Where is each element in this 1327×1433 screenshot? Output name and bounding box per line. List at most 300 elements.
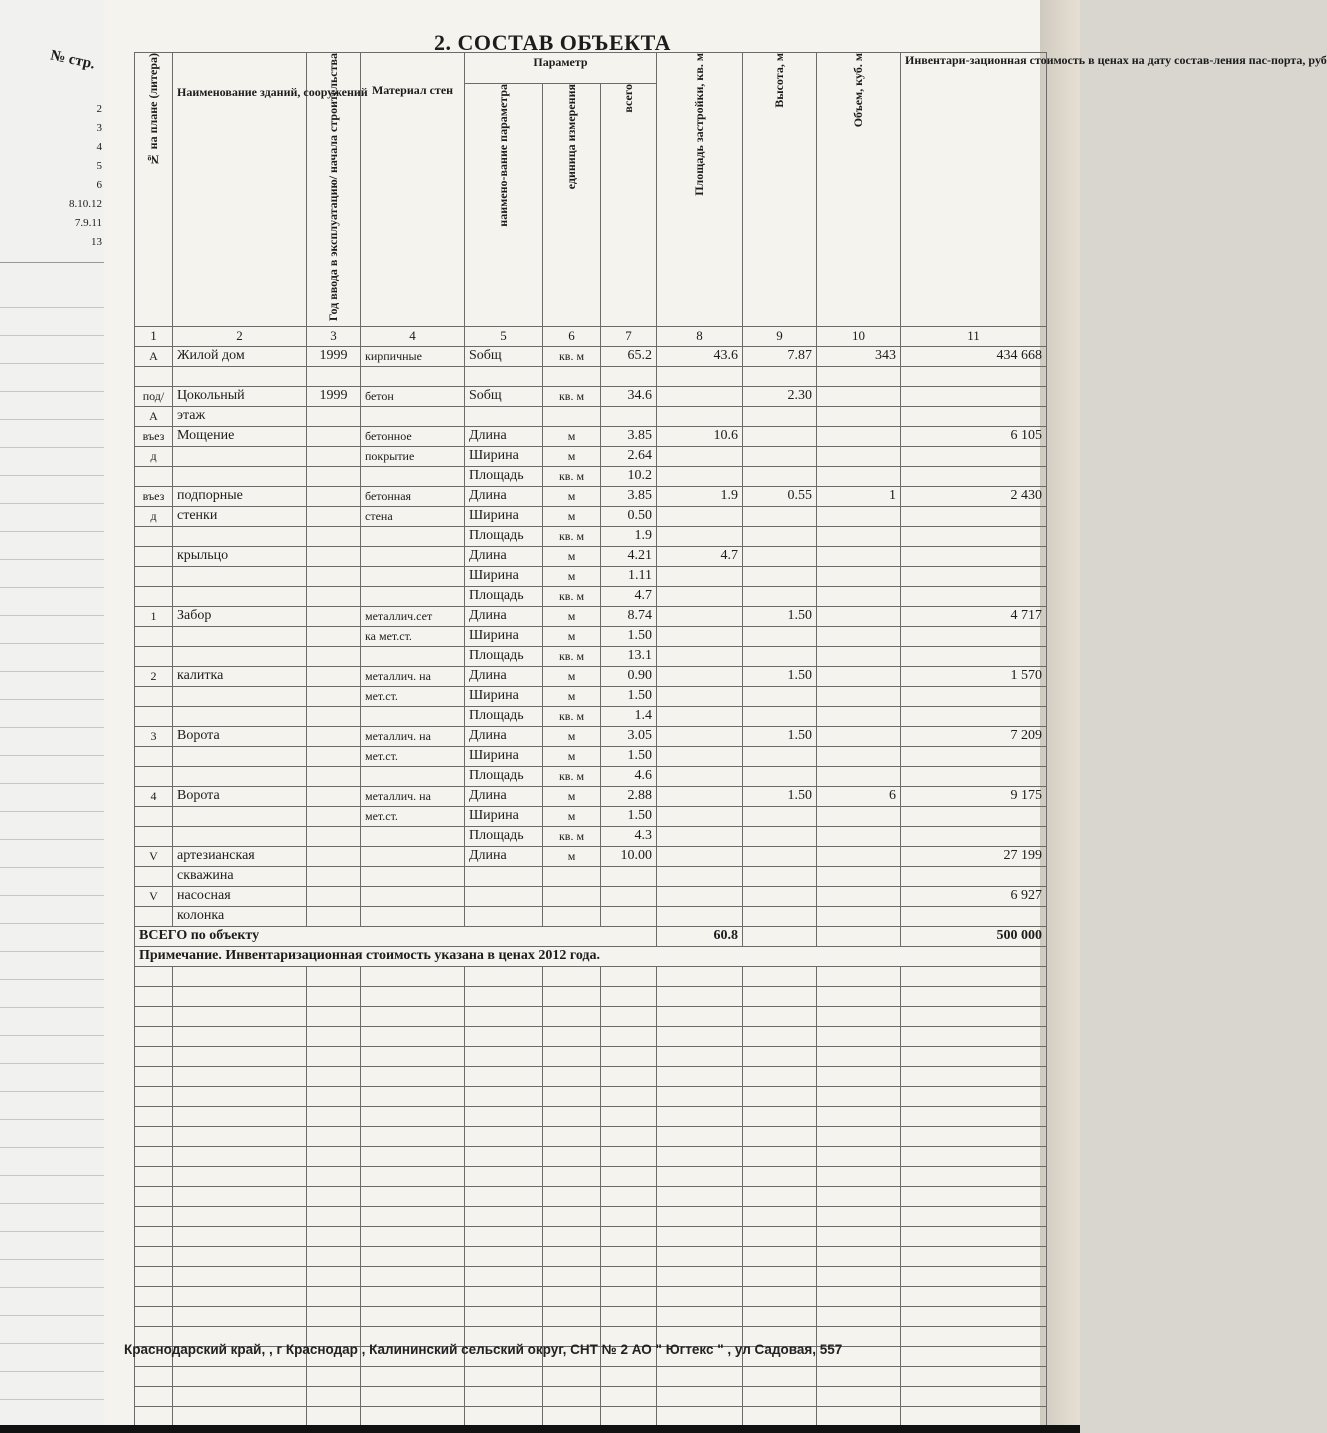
row-material: металлич. на [361,667,465,687]
empty-cell [543,1287,601,1307]
row-cost: 2 430 [901,487,1047,507]
row-volume [817,747,901,767]
empty-cell [901,1027,1047,1047]
empty-row [135,1027,1047,1047]
row-litera: V [135,847,173,867]
row-cost: 9 175 [901,787,1047,807]
row-name: Жилой дом [173,347,307,367]
row-param-name: Ширина [465,807,543,827]
empty-cell [601,1027,657,1047]
column-number: 9 [743,327,817,347]
empty-cell [135,1047,173,1067]
row-param-name: Длина [465,667,543,687]
empty-cell [601,1127,657,1147]
empty-cell [901,1007,1047,1027]
row-height [743,827,817,847]
row-area [657,707,743,727]
empty-cell [543,1067,601,1087]
row-param-name: Длина [465,607,543,627]
empty-cell [901,1367,1047,1387]
row-param-unit: кв. м [543,467,601,487]
empty-cell [135,1027,173,1047]
empty-cell [657,1007,743,1027]
left-page-numbers [50,100,102,252]
row-cost [901,627,1047,647]
row-param-total: 3.05 [601,727,657,747]
row-year [307,827,361,847]
table-row [135,507,1047,527]
row-area [657,527,743,547]
row-param-unit: м [543,667,601,687]
empty-cell [743,1167,817,1187]
row-param-total [601,407,657,427]
row-litera [135,827,173,847]
row-material: мет.ст. [361,807,465,827]
empty-cell [361,1007,465,1027]
empty-cell [361,1207,465,1227]
left-page-number: 13 [91,236,102,248]
empty-cell [657,1387,743,1407]
header-litera: № на плане (литера) [146,53,160,167]
empty-cell [135,967,173,987]
empty-cell [361,1087,465,1107]
row-year [307,607,361,627]
row-param-total: 1.4 [601,707,657,727]
row-param-name: Ширина [465,507,543,527]
empty-cell [817,1007,901,1027]
table-row [135,547,1047,567]
left-page-number: 2 [96,103,102,115]
row-material: металлич. на [361,787,465,807]
row-height: 1.50 [743,607,817,627]
row-volume [817,467,901,487]
left-page-number: 7.9.11 [74,217,102,229]
row-year [307,807,361,827]
table-row [135,567,1047,587]
row-area [657,607,743,627]
left-page-number: 6 [96,179,102,191]
row-area [657,467,743,487]
row-param-name: Ширина [465,447,543,467]
row-cost: 4 717 [901,607,1047,627]
empty-cell [173,1267,307,1287]
row-height [743,707,817,727]
row-height [743,767,817,787]
row-volume [817,627,901,647]
empty-cell [901,1347,1047,1367]
row-param-unit: кв. м [543,647,601,667]
empty-cell [901,1187,1047,1207]
row-param-name: Ширина [465,627,543,647]
table-row [135,867,1047,887]
row-volume [817,867,901,887]
row-name: подпорные [173,487,307,507]
header-param-total: всего [621,84,635,113]
row-param-name [465,887,543,907]
row-litera: V [135,887,173,907]
row-param-total: 1.50 [601,747,657,767]
row-height [743,867,817,887]
empty-cell [543,1107,601,1127]
document-page [104,0,1327,1433]
row-volume [817,827,901,847]
row-param-unit: м [543,847,601,867]
empty-cell [601,1147,657,1167]
empty-cell [135,1307,173,1327]
row-height [743,587,817,607]
empty-cell [657,1247,743,1267]
row-param-total [601,367,657,387]
empty-cell [173,1047,307,1067]
row-param-total: 10.00 [601,847,657,867]
row-litera: А [135,407,173,427]
empty-cell [361,1187,465,1207]
row-volume [817,887,901,907]
row-param-name: Ширина [465,567,543,587]
row-name: Забор [173,607,307,627]
empty-cell [817,1287,901,1307]
empty-cell [361,1307,465,1327]
row-year [307,747,361,767]
empty-cell [135,1187,173,1207]
column-number: 3 [307,327,361,347]
empty-cell [543,967,601,987]
empty-cell [135,1247,173,1267]
row-volume [817,647,901,667]
row-param-unit: м [543,507,601,527]
row-material [361,887,465,907]
row-volume [817,687,901,707]
row-volume [817,547,901,567]
row-year [307,767,361,787]
row-param-name: Длина [465,787,543,807]
empty-cell [657,1407,743,1427]
empty-cell [743,1007,817,1027]
empty-cell [307,1207,361,1227]
empty-cell [135,1007,173,1027]
empty-cell [601,1267,657,1287]
empty-row [135,1107,1047,1127]
empty-cell [817,967,901,987]
row-height [743,647,817,667]
empty-cell [465,987,543,1007]
row-area [657,567,743,587]
empty-cell [135,1287,173,1307]
row-volume [817,727,901,747]
table-row [135,727,1047,747]
row-name: артезианская [173,847,307,867]
row-volume [817,587,901,607]
empty-cell [743,987,817,1007]
table-row [135,787,1047,807]
empty-cell [743,1267,817,1287]
row-param-total: 13.1 [601,647,657,667]
row-height [743,847,817,867]
column-number: 10 [817,327,901,347]
row-param-name: Sобщ [465,347,543,367]
row-year: 1999 [307,387,361,407]
row-volume [817,427,901,447]
row-cost [901,767,1047,787]
empty-cell [173,1227,307,1247]
table-row [135,607,1047,627]
empty-cell [657,987,743,1007]
empty-cell [543,1227,601,1247]
row-param-unit: кв. м [543,587,601,607]
empty-cell [601,1167,657,1187]
row-name [173,767,307,787]
row-param-total: 1.50 [601,627,657,647]
column-number: 2 [173,327,307,347]
total-row [135,927,1047,947]
row-param-name: Длина [465,487,543,507]
row-param-unit: м [543,747,601,767]
empty-cell [543,1207,601,1227]
empty-cell [817,1367,901,1387]
row-material: бетонное [361,427,465,447]
row-param-name [465,407,543,427]
header-row [135,53,1047,84]
row-material [361,767,465,787]
row-height [743,567,817,587]
empty-row [135,1247,1047,1267]
row-param-unit [543,907,601,927]
header-volume: Объем, куб. м [851,53,865,128]
empty-cell [657,1027,743,1047]
empty-cell [817,1087,901,1107]
empty-cell [817,1167,901,1187]
row-area [657,507,743,527]
row-area [657,387,743,407]
empty-cell [361,1167,465,1187]
row-year [307,787,361,807]
row-param-unit: м [543,627,601,647]
empty-cell [657,1207,743,1227]
row-material: покрытие [361,447,465,467]
header-param-name: наимено-вание параметра [496,84,510,227]
empty-cell [901,1207,1047,1227]
row-material [361,527,465,547]
empty-cell [901,1167,1047,1187]
row-material: металлич. на [361,727,465,747]
table-row [135,367,1047,387]
row-cost [901,747,1047,767]
empty-cell [465,1167,543,1187]
row-param-total: 1.11 [601,567,657,587]
left-page [0,0,106,1433]
table-row [135,407,1047,427]
empty-cell [901,1127,1047,1147]
column-number: 8 [657,327,743,347]
empty-cell [135,1087,173,1107]
empty-cell [465,1127,543,1147]
row-volume: 1 [817,487,901,507]
row-litera [135,467,173,487]
row-year [307,587,361,607]
note: Примечание. Инвентаризационная стоимость указана в ценах 2012 года. [135,947,1047,967]
row-cost [901,827,1047,847]
row-height: 1.50 [743,667,817,687]
table-row [135,807,1047,827]
empty-cell [817,1067,901,1087]
row-litera [135,747,173,767]
column-number: 1 [135,327,173,347]
row-material [361,907,465,927]
row-name [173,707,307,727]
empty-row [135,1207,1047,1227]
empty-row [135,967,1047,987]
row-volume [817,907,901,927]
row-year [307,907,361,927]
empty-cell [817,1307,901,1327]
empty-cell [743,1287,817,1307]
row-param-total: 10.2 [601,467,657,487]
empty-cell [901,1227,1047,1247]
empty-cell [465,1307,543,1327]
row-height [743,507,817,527]
row-param-unit: м [543,427,601,447]
header-year: Год ввода в эксплуатацию/ начала строительства [326,53,340,322]
row-param-unit: м [543,727,601,747]
row-year [307,687,361,707]
row-cost [901,707,1047,727]
empty-cell [601,967,657,987]
empty-cell [361,1127,465,1147]
empty-cell [465,967,543,987]
total-height [743,927,817,947]
table-row [135,847,1047,867]
empty-cell [543,1187,601,1207]
left-page-number: 4 [96,141,102,153]
empty-cell [743,1187,817,1207]
row-name [173,627,307,647]
empty-cell [465,1267,543,1287]
empty-cell [657,1087,743,1107]
row-area [657,887,743,907]
row-litera [135,547,173,567]
column-number-row [135,327,1047,347]
header-parameter: Параметр [533,55,588,69]
row-param-unit: м [543,687,601,707]
left-page-number: 3 [96,122,102,134]
row-cost [901,907,1047,927]
row-param-name: Площадь [465,767,543,787]
row-litera: д [135,507,173,527]
table-row [135,467,1047,487]
row-litera: под/ [135,387,173,407]
row-param-total: 0.50 [601,507,657,527]
row-litera [135,567,173,587]
column-number: 5 [465,327,543,347]
empty-cell [361,1067,465,1087]
row-year [307,467,361,487]
empty-cell [743,967,817,987]
empty-cell [743,1247,817,1267]
row-param-unit: кв. м [543,387,601,407]
row-year [307,427,361,447]
empty-cell [817,1047,901,1067]
row-param-total: 3.85 [601,487,657,507]
empty-cell [135,1267,173,1287]
empty-cell [901,1047,1047,1067]
row-cost [901,507,1047,527]
left-page-number: 5 [96,160,102,172]
table-row [135,827,1047,847]
table-row [135,427,1047,447]
empty-cell [307,1187,361,1207]
empty-cell [901,1247,1047,1267]
row-param-total: 1.9 [601,527,657,547]
empty-cell [817,1127,901,1147]
empty-cell [135,1207,173,1227]
empty-cell [601,1247,657,1267]
empty-cell [307,1127,361,1147]
empty-cell [601,1007,657,1027]
empty-cell [307,1107,361,1127]
table-row [135,527,1047,547]
row-name [173,807,307,827]
row-height: 2.30 [743,387,817,407]
row-volume [817,607,901,627]
data-rows [135,347,1047,927]
empty-cell [601,1047,657,1067]
empty-cell [601,1227,657,1247]
empty-cell [817,1207,901,1227]
row-cost [901,467,1047,487]
row-name [173,467,307,487]
table-row [135,707,1047,727]
row-area [657,447,743,467]
row-param-name: Длина [465,727,543,747]
empty-cell [543,1247,601,1267]
row-param-unit: м [543,607,601,627]
table-row [135,687,1047,707]
row-area [657,647,743,667]
row-name: крыльцо [173,547,307,567]
row-year [307,647,361,667]
empty-cell [173,1127,307,1147]
row-name: калитка [173,667,307,687]
row-param-unit: кв. м [543,707,601,727]
row-name: Ворота [173,787,307,807]
row-name [173,567,307,587]
empty-row [135,1307,1047,1327]
row-litera: въез [135,427,173,447]
header-area: Площадь застройки, кв. м [692,53,706,196]
row-height [743,747,817,767]
row-name [173,827,307,847]
empty-row [135,1007,1047,1027]
row-cost: 434 668 [901,347,1047,367]
row-litera [135,367,173,387]
row-height [743,807,817,827]
empty-cell [601,1307,657,1327]
row-param-unit: м [543,447,601,467]
empty-cell [307,1307,361,1327]
row-area [657,807,743,827]
row-litera: 3 [135,727,173,747]
row-cost [901,547,1047,567]
empty-row [135,1047,1047,1067]
row-cost: 27 199 [901,847,1047,867]
row-litera [135,707,173,727]
row-year [307,407,361,427]
left-page-number: 8.10.12 [69,198,102,210]
row-height [743,407,817,427]
empty-cell [743,1207,817,1227]
empty-cell [173,967,307,987]
empty-cell [135,1147,173,1167]
